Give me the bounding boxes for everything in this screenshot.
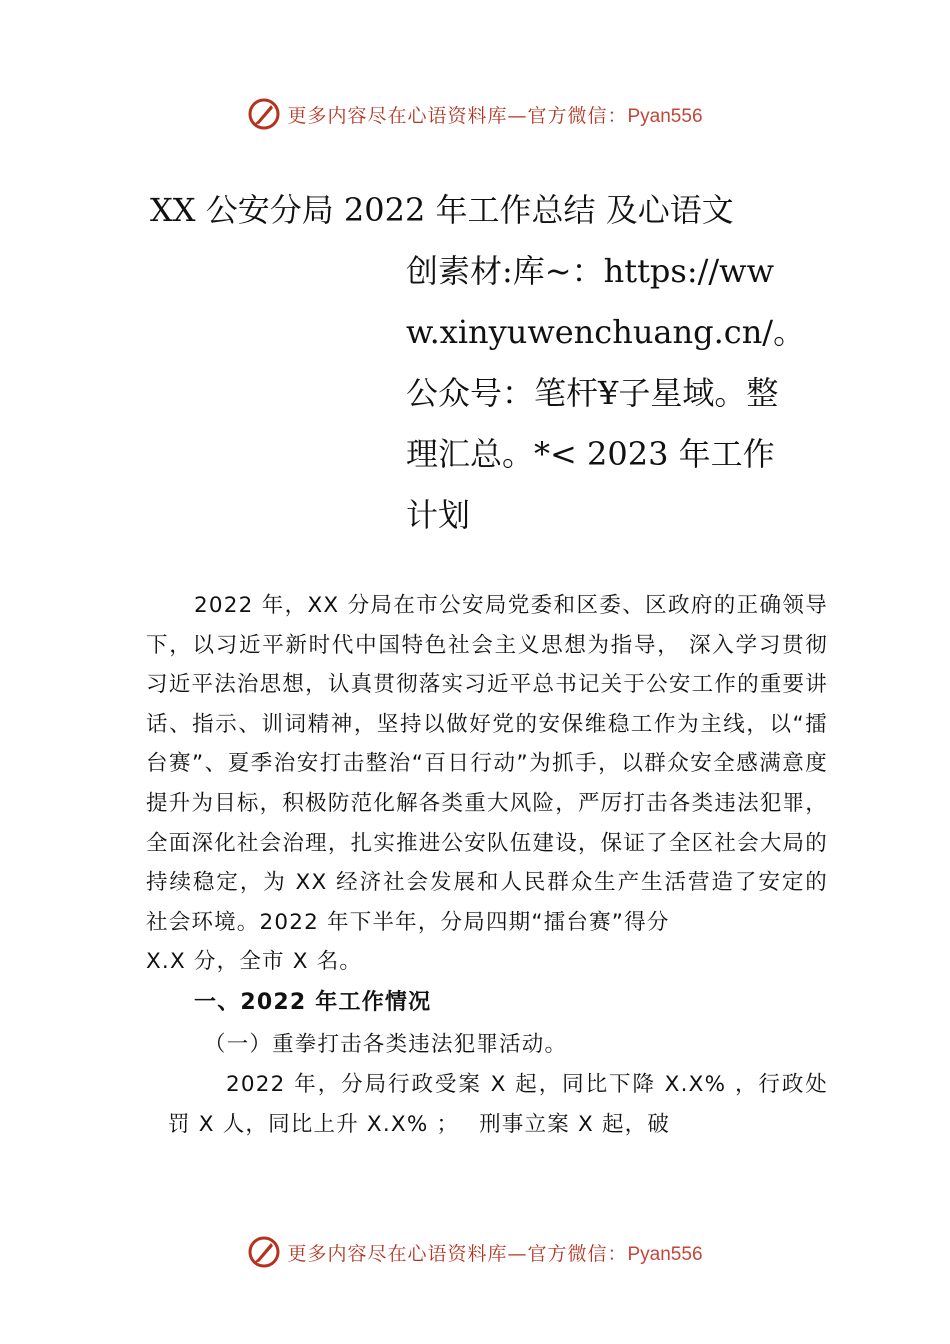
banner-text: 更多内容尽在心语资料库—官方微信：Pyan556 xyxy=(287,104,703,127)
title-line-1: XX 公安分局 2022 年工作总结 及心语文 xyxy=(150,191,734,229)
banner-account: Pyan556 xyxy=(627,105,703,127)
title-continuation: 创素材:库~：https://www.xinyuwenchuang.cn/。公众号：笔杆¥子星域。整理汇总。*< 2023 年工作计划 xyxy=(406,252,806,534)
quill-logo-icon xyxy=(247,97,281,131)
section-heading: 一、2022 年工作情况 xyxy=(194,989,432,1015)
intro-paragraph-tail: X.X 分，全市 X 名。 xyxy=(146,949,363,975)
banner-account: Pyan556 xyxy=(627,1243,703,1265)
header-banner xyxy=(0,94,950,134)
banner-text: 更多内容尽在心语资料库—官方微信：Pyan556 xyxy=(287,1242,703,1265)
document-body xyxy=(146,586,828,1144)
quill-logo-icon xyxy=(247,1235,281,1269)
subsection-heading: （一）重拳打击各类违法犯罪活动。 xyxy=(204,1031,568,1057)
body-paragraph: 2022 年，分局行政受案 X 起，同比下降 X.X% ，行政处罚 X 人，同比上升 X.X% ； 刑事立案 X 起，破 xyxy=(168,1071,828,1137)
intro-paragraph: 2022 年，XX 分局在市公安局党委和区委、区政府的正确领导下，以习近平新时代中国特色社会主义思想为指导， 深入学习贯彻习近平法治思想，认真贯彻落实习近平总书记关于公安工作的重要讲话、指示、训词精神，坚持以做好党的安保维稳工作为主线，以“擂台赛”、夏季治安打击整治“百日行动”为抓手，以群众安全感满意度提升为目标，积极防范化解各类重大风险，严厉打击各类违法犯罪，全面深化社会治理，扎实推进公安队伍建设，保证了全区社会大局的持续稳定，为 XX 经济社会发展和人民群众生产生活营造了安定的社会环境。2022 年下半年，分局四期“擂台赛”得分 xyxy=(146,593,828,935)
document-title xyxy=(150,180,810,546)
footer-banner xyxy=(0,1232,950,1272)
